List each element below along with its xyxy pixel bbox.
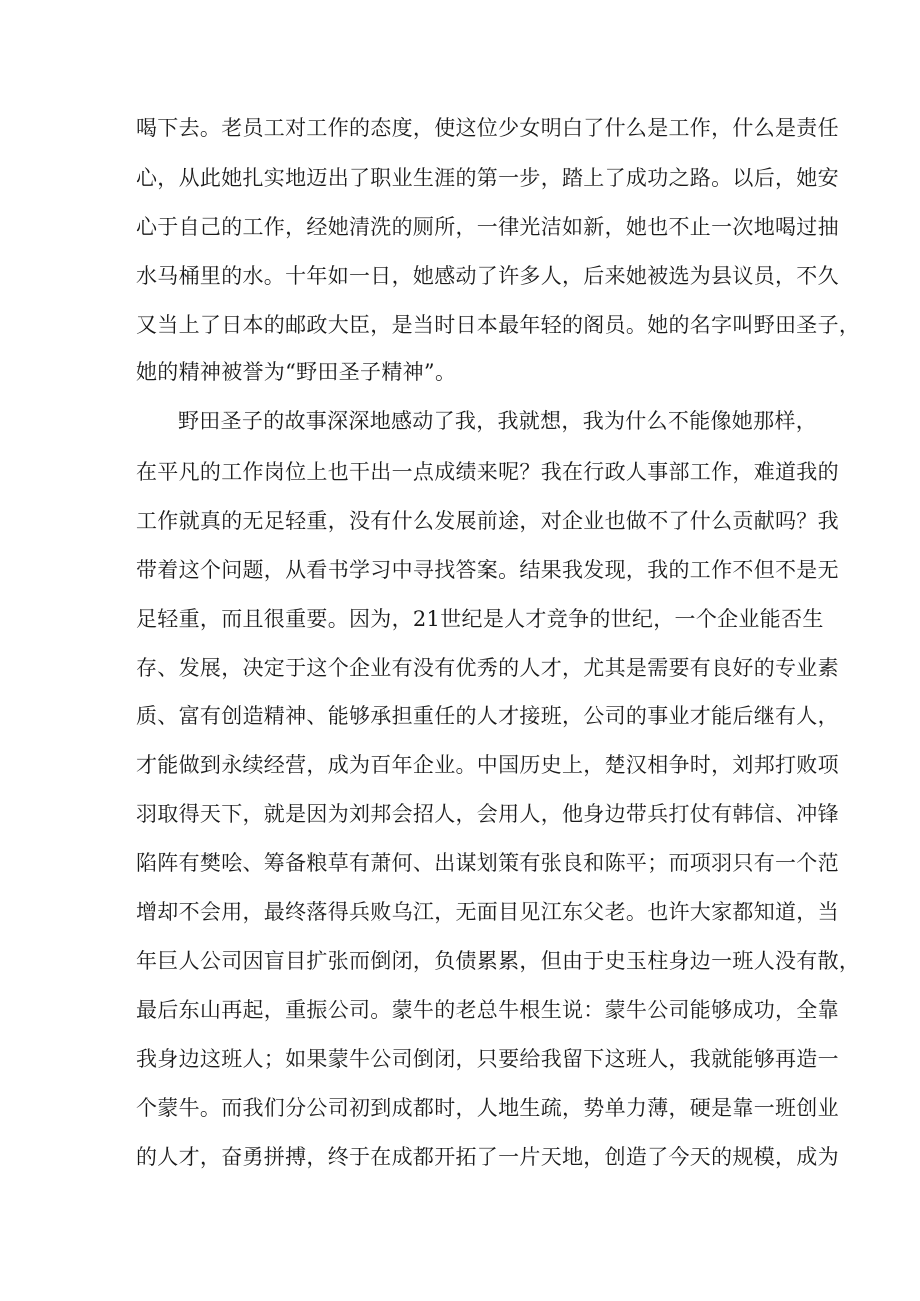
text-line: 的人才，奋勇拼搏，终于在成都开拓了一片天地，创造了今天的规模，成为 (136, 1145, 839, 1169)
text-line: 增却不会用，最终落得兵败乌江，无面目见江东父老。也许大家都知道，当 (136, 900, 839, 924)
paragraph-first-line: 野田圣子的故事深深地感动了我，我就想，我为什么不能像她那样， (178, 409, 817, 433)
text-line: 足轻重，而且很重要。因为，21世纪是人才竞争的世纪，一个企业能否生 (136, 607, 824, 631)
text-line: 最后东山再起，重振公司。蒙牛的老总牛根生说：蒙牛公司能够成功，全靠 (136, 998, 839, 1022)
text-line: 年巨人公司因盲目扩张而倒闭，负债累累，但由于史玉柱身边一班人没有散， (136, 949, 861, 973)
text-line: 陷阵有樊哙、筹备粮草有萧何、出谋划策有张良和陈平；而项羽只有一个范 (136, 851, 839, 875)
text-line: 工作就真的无足轻重，没有什么发展前途，对企业也做不了什么贡献吗？我 (136, 509, 839, 533)
text-line: 我身边这班人；如果蒙牛公司倒闭，只要给我留下这班人，我就能够再造一 (136, 1047, 839, 1071)
text-line: 水马桶里的水。十年如一日，她感动了许多人，后来她被选为县议员，不久 (136, 264, 839, 288)
text-line: 个蒙牛。而我们分公司初到成都时，人地生疏，势单力薄，硬是靠一班创业 (136, 1096, 839, 1120)
text-line: 又当上了日本的邮政大臣，是当时日本最年轻的阁员。她的名字叫野田圣子， (136, 313, 861, 337)
text-line: 质、富有创造精神、能够承担重任的人才接班，公司的事业才能后继有人， (136, 704, 839, 728)
text-line: 喝下去。老员工对工作的态度，使这位少女明白了什么是工作，什么是责任 (136, 116, 839, 140)
text-line: 心，从此她扎实地迈出了职业生涯的第一步，踏上了成功之路。以后，她安 (136, 166, 839, 190)
text-line: 在平凡的工作岗位上也干出一点成绩来呢？我在行政人事部工作，难道我的 (136, 460, 839, 484)
text-line: 存、发展，决定于这个企业有没有优秀的人才，尤其是需要有良好的专业素 (136, 656, 839, 680)
text-line: 羽取得天下，就是因为刘邦会招人，会用人，他身边带兵打仗有韩信、冲锋 (136, 802, 839, 826)
text-line: 心于自己的工作，经她清洗的厕所，一律光洁如新，她也不止一次地喝过抽 (136, 215, 839, 239)
text-line: 带着这个问题，从看书学习中寻找答案。结果我发现，我的工作不但不是无 (136, 558, 839, 582)
paragraph-end-line: 她的精神被誉为“野田圣子精神”。 (136, 360, 457, 384)
text-line: 才能做到永续经营，成为百年企业。中国历史上，楚汉相争时，刘邦打败项 (136, 753, 839, 777)
